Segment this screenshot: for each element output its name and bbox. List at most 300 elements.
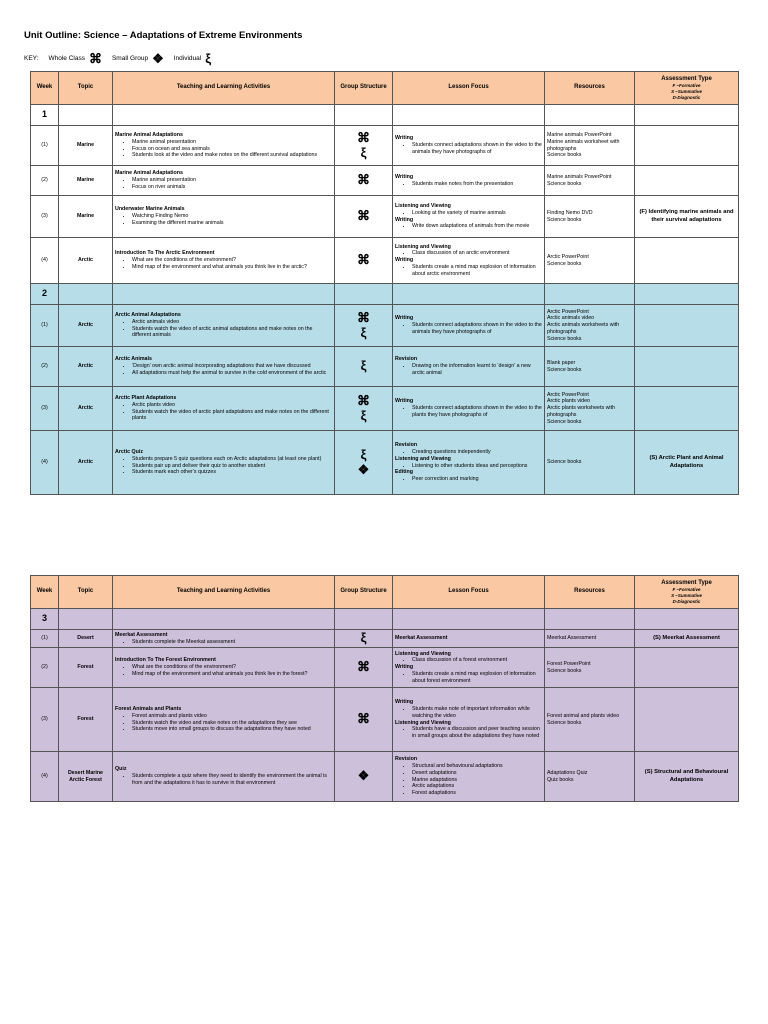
focus-item: • Marine adaptations (412, 777, 542, 784)
lesson-row (31, 305, 739, 347)
empty-cell (545, 609, 635, 630)
activity-item: • Arctic plants video (132, 402, 332, 409)
resource-item: Blank paper (547, 359, 576, 366)
empty-cell (59, 105, 113, 126)
focus-list (395, 250, 542, 257)
lesson-resources (545, 630, 635, 648)
lesson-topic: Desert Marine Arctic Forest (59, 752, 113, 802)
activity-item: • Students look at the video and make notes on the different survival adaptations (132, 152, 332, 159)
empty-cell (545, 284, 635, 305)
activity-title: Introduction To The Forest Environment (115, 657, 216, 664)
focus-list (395, 726, 542, 740)
lesson-assessment (635, 126, 739, 166)
resource-item: Science books (547, 719, 582, 726)
lesson-resources (545, 166, 635, 196)
focus-heading: Listening and Viewing (395, 719, 451, 726)
lesson-assessment (635, 238, 739, 284)
activity-item: • What are the conditions of the environment? (132, 664, 332, 671)
empty-cell (335, 609, 393, 630)
lesson-group-structure (335, 196, 393, 238)
focus-heading: Writing (395, 664, 414, 671)
focus-heading: Writing (395, 135, 414, 142)
header-assessment-type (635, 576, 739, 609)
focus-list (395, 142, 542, 156)
lesson-group-structure (335, 166, 393, 196)
lesson-topic: Arctic (59, 238, 113, 284)
lesson-assessment (635, 648, 739, 688)
lesson-week: (3) (31, 196, 59, 238)
week-number: 3 (31, 609, 59, 630)
lesson-focus (393, 387, 545, 431)
header-group-structure: Group Structure (335, 72, 393, 105)
lesson-focus (393, 305, 545, 347)
lesson-week: (4) (31, 431, 59, 495)
activity-item: • Students watch the video and make notes on the adaptations they see (132, 720, 332, 727)
header-assessment-key: S –Summative (671, 593, 702, 599)
activity-title: Arctic Plant Adaptations (115, 394, 177, 401)
activity-list (115, 257, 332, 271)
activity-title: Marine Animal Adaptations (115, 170, 183, 177)
focus-heading: Editing (395, 469, 413, 476)
activity-list (115, 319, 332, 339)
unit-outline-table-weeks-1-2 (30, 71, 739, 495)
activity-item: • Students complete the Meerkat assessment (132, 639, 332, 646)
resource-item: Arctic animals worksheets with photographs (547, 322, 620, 335)
whole-class-icon: ⌘ (357, 309, 370, 325)
activity-item: • Students complete a quiz where they need to identify the environment the animal is from and the adaptations it has to survive in that environment (132, 773, 332, 787)
activity-item: • Examining the different marine animals (132, 220, 332, 227)
focus-item: • Drawing on the information learnt to ‘design’ a new arctic animal (412, 363, 542, 377)
header-row (31, 576, 739, 609)
lesson-assessment (635, 688, 739, 752)
lesson-focus (393, 648, 545, 688)
focus-heading: Listening and Viewing (395, 243, 451, 250)
header-assessment-key: D-Diagnostic (672, 598, 701, 604)
focus-list (395, 223, 542, 230)
activity-title: Meerkat Assessment (115, 631, 168, 638)
focus-list (395, 210, 542, 217)
lesson-activities (113, 688, 335, 752)
empty-cell (635, 609, 739, 630)
focus-item: • Class discussion of a forest environment (412, 657, 542, 664)
resource-item: Science books (547, 667, 582, 674)
activity-item: • Students watch the video of arctic animal adaptations and make notes on the different animals (132, 326, 332, 340)
focus-list (395, 449, 542, 456)
lesson-group-structure (335, 648, 393, 688)
lesson-week: (2) (31, 166, 59, 196)
lesson-row (31, 126, 739, 166)
empty-cell (113, 105, 335, 126)
activity-item: • Students watch the video of arctic plant adaptations and make notes on the different plants (132, 409, 332, 423)
whole-class-icon: ⌘ (357, 711, 370, 727)
lesson-assessment: (S) Arctic Plant and Animal Adaptations (635, 431, 739, 495)
focus-heading: Writing (395, 216, 414, 223)
activity-item: • Students mark each other’s quizzes (132, 469, 332, 476)
individual-icon: ξ (205, 51, 211, 66)
activity-item: • Students pair up and deliver their quiz to another student (132, 463, 332, 470)
small-group-icon: ❖ (357, 461, 370, 477)
resource-item: Science books (547, 418, 582, 425)
focus-heading: Listening and Viewing (395, 455, 451, 462)
lesson-assessment: (S) Structural and Behavioural Adaptations (635, 752, 739, 802)
lesson-assessment (635, 166, 739, 196)
activity-list (115, 639, 332, 646)
key-small-group-label: Small Group (111, 55, 149, 62)
activity-item: • Arctic animals video (132, 319, 332, 326)
whole-class-icon: ⌘ (357, 252, 370, 268)
activity-title: Arctic Animal Adaptations (115, 311, 181, 318)
activity-item: • ‘Design’ own arctic animal incorporating adaptations that we have discussed (132, 363, 332, 370)
lesson-focus (393, 238, 545, 284)
activity-title: Forest Animals and Plants (115, 705, 182, 712)
activity-item: • Mind map of the environment and what animals you think live in the forest? (132, 671, 332, 678)
resource-item: Science books (547, 335, 582, 342)
lesson-focus (393, 431, 545, 495)
activity-list (115, 402, 332, 422)
lesson-activities (113, 305, 335, 347)
header-assessment-key: F –Formative (672, 83, 701, 89)
empty-cell (113, 284, 335, 305)
activity-item: • Forest animals and plants video (132, 713, 332, 720)
whole-class-icon: ⌘ (357, 129, 370, 145)
lesson-week: (3) (31, 688, 59, 752)
resource-item: Marine animals PowerPoint (547, 131, 612, 138)
focus-item: • Listening to other students ideas and perceptions (412, 463, 542, 470)
empty-cell (335, 105, 393, 126)
lesson-resources (545, 752, 635, 802)
individual-icon: ξ (360, 407, 367, 423)
header-group-structure: Group Structure (335, 576, 393, 609)
key-legend (24, 52, 211, 65)
lesson-resources (545, 688, 635, 752)
activity-title: Marine Animal Adaptations (115, 131, 183, 138)
lesson-assessment: (S) Meerkat Assessment (635, 630, 739, 648)
empty-cell (393, 105, 545, 126)
header-activities: Teaching and Learning Activities (113, 72, 335, 105)
individual-icon: ξ (360, 358, 367, 374)
lesson-activities (113, 126, 335, 166)
lesson-topic: Desert (59, 630, 113, 648)
lesson-activities (113, 431, 335, 495)
lesson-topic: Forest (59, 648, 113, 688)
week-row (31, 284, 739, 305)
lesson-group-structure (335, 126, 393, 166)
activity-title: Arctic Animals (115, 356, 152, 363)
activity-item: • Focus on river animals (132, 184, 332, 191)
lesson-resources (545, 648, 635, 688)
activity-item: • Marine animal presentation (132, 177, 332, 184)
lesson-resources (545, 196, 635, 238)
focus-heading: Revision (395, 356, 418, 363)
empty-cell (59, 284, 113, 305)
lesson-row (31, 752, 739, 802)
activity-item: • Mind map of the environment and what animals you think live in the arctic? (132, 264, 332, 271)
whole-class-icon: ⌘ (357, 208, 370, 224)
focus-heading: Writing (395, 173, 414, 180)
resource-item: Science books (547, 180, 582, 187)
lesson-assessment (635, 305, 739, 347)
focus-item: • Students connect adaptations shown in the video to the animals they have photographs of (412, 142, 542, 156)
lesson-focus (393, 752, 545, 802)
individual-icon: ξ (360, 446, 367, 462)
lesson-activities (113, 347, 335, 387)
resource-item: Arctic plants worksheets with photographs (547, 405, 616, 418)
focus-item: • Students connect adaptations shown in the video to the animals they have photographs of (412, 322, 542, 336)
resource-item: Science books (547, 459, 582, 466)
lesson-week: (2) (31, 648, 59, 688)
header-week: Week (31, 576, 59, 609)
focus-heading: Writing (395, 699, 414, 706)
focus-item: • Students connect adaptations shown in the video to the plants they have photographs of (412, 405, 542, 419)
header-assessment-label: Assessment Type (661, 579, 712, 586)
lesson-week: (1) (31, 126, 59, 166)
focus-list (395, 363, 542, 377)
focus-heading: Writing (395, 257, 414, 264)
activity-title: Arctic Quiz (115, 448, 143, 455)
lesson-activities (113, 196, 335, 238)
resource-item: Arctic PowerPoint (547, 308, 589, 315)
focus-item: • Creating questions independently (412, 449, 542, 456)
focus-list (395, 264, 542, 278)
focus-item: • Structural and behavioural adaptations (412, 763, 542, 770)
focus-list (395, 181, 542, 188)
week-number: 2 (31, 284, 59, 305)
whole-class-icon: ⌘ (357, 172, 370, 188)
resource-item: Arctic PowerPoint (547, 253, 589, 260)
header-resources: Resources (545, 576, 635, 609)
focus-list (395, 671, 542, 685)
activity-item: • Focus on ocean and sea animals (132, 146, 332, 153)
empty-cell (545, 105, 635, 126)
unit-outline-table-week-3 (30, 575, 739, 802)
resource-item: Finding Nemo DVD (547, 209, 593, 216)
focus-heading: Listening and Viewing (395, 202, 451, 209)
focus-list (395, 405, 542, 419)
empty-cell (113, 609, 335, 630)
focus-item: • Desert adaptations (412, 770, 542, 777)
empty-cell (59, 609, 113, 630)
lesson-week: (1) (31, 305, 59, 347)
focus-item: • Students create a mind map explosion of information about arctic environment (412, 264, 542, 278)
lesson-group-structure (335, 688, 393, 752)
lesson-group-structure (335, 347, 393, 387)
header-topic: Topic (59, 72, 113, 105)
header-lesson-focus: Lesson Focus (393, 576, 545, 609)
resource-item: Marine animals worksheet with photographs (547, 138, 620, 152)
lesson-group-structure (335, 431, 393, 495)
activity-list (115, 456, 332, 476)
header-assessment-key: D-Diagnostic (672, 94, 701, 100)
lesson-group-structure (335, 630, 393, 648)
activity-item: • Students prepare 5 quiz questions each on Arctic adaptations (at least one plant) (132, 456, 332, 463)
individual-icon: ξ (360, 144, 367, 160)
lesson-row (31, 648, 739, 688)
week-row (31, 105, 739, 126)
resource-item: Forest animal and plants video (547, 712, 620, 719)
small-group-icon: ❖ (357, 768, 370, 784)
focus-heading: Meerkat Assessment (395, 635, 448, 642)
focus-item: • Arctic adaptations (412, 783, 542, 790)
activity-item: • All adaptations must help the animal to survive in the cold environment of the arctic (132, 370, 332, 377)
lesson-activities (113, 166, 335, 196)
activity-list (115, 713, 332, 733)
lesson-topic: Marine (59, 196, 113, 238)
whole-class-icon: ⌘ (357, 659, 370, 675)
lesson-activities (113, 752, 335, 802)
empty-cell (393, 609, 545, 630)
lesson-activities (113, 238, 335, 284)
focus-heading: Listening and Viewing (395, 650, 451, 657)
week-row (31, 609, 739, 630)
activity-list (115, 773, 332, 787)
key-label: KEY: (24, 55, 39, 62)
lesson-topic: Arctic (59, 347, 113, 387)
focus-item: • Write down adaptations of animals from the movie (412, 223, 542, 230)
focus-list (395, 763, 542, 797)
lesson-focus (393, 166, 545, 196)
lesson-row (31, 196, 739, 238)
lesson-focus (393, 347, 545, 387)
header-row (31, 72, 739, 105)
key-whole-class-label: Whole Class (48, 55, 85, 62)
resource-item: Science books (547, 216, 582, 223)
lesson-topic: Marine (59, 166, 113, 196)
individual-icon: ξ (360, 324, 367, 340)
key-individual-label: Individual (173, 55, 202, 62)
focus-heading: Writing (395, 315, 414, 322)
focus-item: • Looking at the variety of marine animals (412, 210, 542, 217)
lesson-activities (113, 630, 335, 648)
focus-heading: Writing (395, 398, 414, 405)
header-activities: Teaching and Learning Activities (113, 576, 335, 609)
lesson-focus (393, 688, 545, 752)
lesson-row (31, 688, 739, 752)
header-assessment-label: Assessment Type (661, 75, 712, 82)
lesson-row (31, 347, 739, 387)
focus-heading: Revision (395, 442, 418, 449)
empty-cell (393, 284, 545, 305)
week-number: 1 (31, 105, 59, 126)
activity-list (115, 139, 332, 159)
empty-cell (635, 105, 739, 126)
lesson-assessment (635, 347, 739, 387)
lesson-focus (393, 126, 545, 166)
focus-list (395, 476, 542, 483)
focus-list (395, 322, 542, 336)
page-title: Unit Outline: Science – Adaptations of Extreme Environments (24, 30, 303, 41)
resource-item: Science books (547, 366, 582, 373)
header-week: Week (31, 72, 59, 105)
resource-item: Meerkat Assessment (547, 635, 597, 642)
activity-title: Introduction To The Arctic Environment (115, 250, 215, 257)
whole-class-icon: ⌘ (88, 51, 102, 66)
focus-item: • Students make note of important information while watching the video (412, 706, 542, 720)
lesson-group-structure (335, 305, 393, 347)
lesson-row (31, 166, 739, 196)
focus-list (395, 706, 542, 720)
header-lesson-focus: Lesson Focus (393, 72, 545, 105)
lesson-week: (4) (31, 238, 59, 284)
resource-item: Science books (547, 260, 582, 267)
activity-item: • What are the conditions of the environment? (132, 257, 332, 264)
lesson-topic: Arctic (59, 305, 113, 347)
small-group-icon: ❖ (152, 51, 164, 66)
resource-item: Quiz books (547, 776, 574, 783)
activity-title: Underwater Marine Animals (115, 206, 185, 213)
resource-item: Arctic animals video (547, 315, 595, 322)
lesson-week: (1) (31, 630, 59, 648)
lesson-resources (545, 126, 635, 166)
focus-heading: Revision (395, 756, 418, 763)
lesson-group-structure (335, 752, 393, 802)
header-assessment-key: S –Summative (671, 89, 702, 95)
lesson-week: (4) (31, 752, 59, 802)
activity-item: • Watching Finding Nemo (132, 213, 332, 220)
focus-item: • Peer correction and marking (412, 476, 542, 483)
activity-item: • Marine animal presentation (132, 139, 332, 146)
lesson-activities (113, 387, 335, 431)
lesson-resources (545, 431, 635, 495)
activity-list (115, 177, 332, 191)
activity-item: • Students move into small groups to discuss the adaptations they have noted (132, 726, 332, 733)
header-resources: Resources (545, 72, 635, 105)
resource-item: Forest PowerPoint (547, 660, 591, 667)
whole-class-icon: ⌘ (357, 392, 370, 408)
lesson-group-structure (335, 238, 393, 284)
header-topic: Topic (59, 576, 113, 609)
resource-item: Arctic plants video (547, 398, 590, 405)
lesson-activities (113, 648, 335, 688)
lesson-week: (3) (31, 387, 59, 431)
empty-cell (335, 284, 393, 305)
focus-item: • Class discussion of an arctic environment (412, 250, 542, 257)
activity-title: Quiz (115, 766, 127, 773)
lesson-topic: Arctic (59, 387, 113, 431)
lesson-focus (393, 630, 545, 648)
activity-list (115, 363, 332, 377)
resource-item: Marine animals PowerPoint (547, 173, 612, 180)
header-assessment-key: F –Formative (672, 587, 701, 593)
lesson-topic: Marine (59, 126, 113, 166)
lesson-row (31, 238, 739, 284)
resource-item: Science books (547, 152, 582, 159)
focus-item: • Students have a discussion and peer teaching session in small groups about the adaptations they have noted (412, 726, 542, 740)
focus-list (395, 657, 542, 664)
lesson-focus (393, 196, 545, 238)
lesson-resources (545, 347, 635, 387)
lesson-resources (545, 305, 635, 347)
lesson-resources (545, 238, 635, 284)
lesson-assessment (635, 387, 739, 431)
activity-list (115, 664, 332, 678)
lesson-topic: Arctic (59, 431, 113, 495)
focus-item: • Students create a mind map explosion of information about forest environment (412, 671, 542, 685)
lesson-assessment: (F) Identifying marine animals and their survival adaptations (635, 196, 739, 238)
focus-item: • Forest adaptations (412, 790, 542, 797)
empty-cell (635, 284, 739, 305)
lesson-row (31, 387, 739, 431)
resource-item: Adaptations Quiz (547, 769, 588, 776)
lesson-group-structure (335, 387, 393, 431)
resource-item: Arctic PowerPoint (547, 391, 589, 398)
lesson-week: (2) (31, 347, 59, 387)
lesson-resources (545, 387, 635, 431)
lesson-row (31, 630, 739, 648)
focus-list (395, 463, 542, 470)
individual-icon: ξ (360, 630, 367, 646)
lesson-topic: Forest (59, 688, 113, 752)
lesson-row (31, 431, 739, 495)
